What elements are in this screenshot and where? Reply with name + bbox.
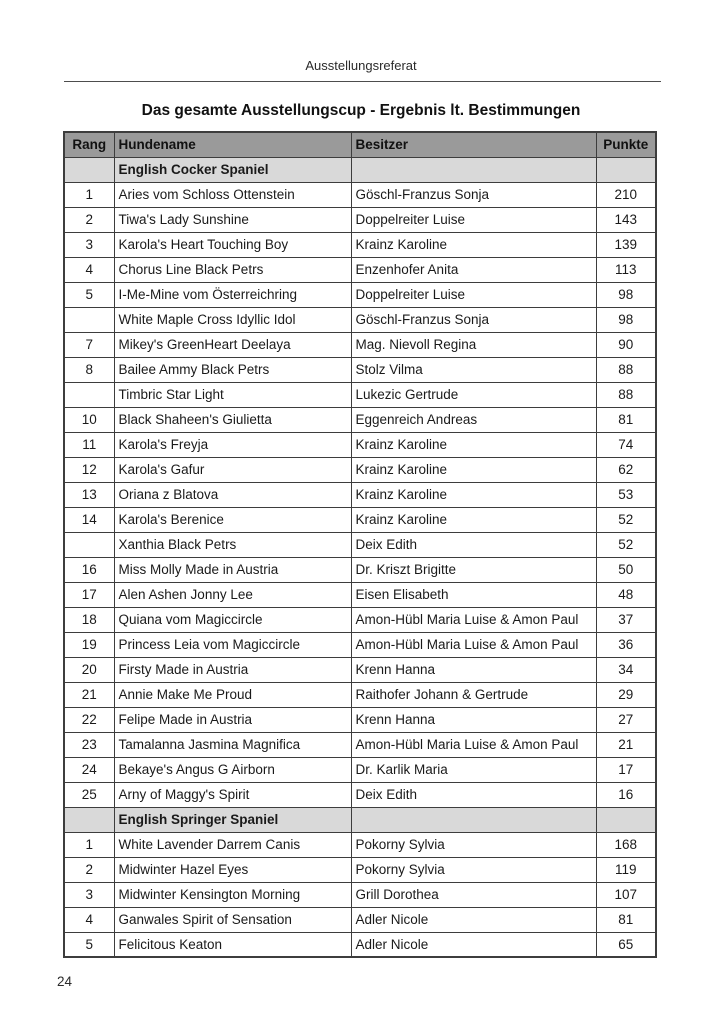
cell-hundename: Aries vom Schloss Ottenstein bbox=[114, 182, 351, 207]
table-row bbox=[64, 532, 656, 557]
cell-besitzer: Amon-Hübl Maria Luise & Amon Paul bbox=[351, 732, 596, 757]
cell-rang: 2 bbox=[64, 207, 114, 232]
cell-rang: 21 bbox=[64, 682, 114, 707]
cell-punkte: 88 bbox=[596, 382, 656, 407]
cell-rang: 25 bbox=[64, 782, 114, 807]
table-row bbox=[64, 757, 656, 782]
cell-besitzer: Eisen Elisabeth bbox=[351, 582, 596, 607]
column-header-hundename: Hundename bbox=[114, 132, 351, 157]
cell-hundename: Timbric Star Light bbox=[114, 382, 351, 407]
cell-punkte: 139 bbox=[596, 232, 656, 257]
cell-punkte: 210 bbox=[596, 182, 656, 207]
cell-rang: 16 bbox=[64, 557, 114, 582]
cell-hundename: Oriana z Blatova bbox=[114, 482, 351, 507]
table-row bbox=[64, 507, 656, 532]
cell-rang: 18 bbox=[64, 607, 114, 632]
cell-punkte: 81 bbox=[596, 407, 656, 432]
cell-besitzer: Adler Nicole bbox=[351, 932, 596, 957]
table-row bbox=[64, 482, 656, 507]
cell-punkte: 168 bbox=[596, 832, 656, 857]
header-divider-line bbox=[64, 81, 661, 82]
cell-hundename: Chorus Line Black Petrs bbox=[114, 257, 351, 282]
cell-hundename: Bekaye's Angus G Airborn bbox=[114, 757, 351, 782]
cell-hundename: Princess Leia vom Magiccircle bbox=[114, 632, 351, 657]
cell-hundename: Karola's Freyja bbox=[114, 432, 351, 457]
table-row bbox=[64, 307, 656, 332]
cell-besitzer: Eggenreich Andreas bbox=[351, 407, 596, 432]
cell-hundename: Midwinter Kensington Morning bbox=[114, 882, 351, 907]
section-rang-cell bbox=[64, 807, 114, 832]
cell-rang bbox=[64, 532, 114, 557]
table-body bbox=[64, 157, 656, 957]
cell-hundename: Felipe Made in Austria bbox=[114, 707, 351, 732]
section-punkte-cell bbox=[596, 157, 656, 182]
cell-hundename: White Maple Cross Idyllic Idol bbox=[114, 307, 351, 332]
cell-besitzer: Krainz Karoline bbox=[351, 507, 596, 532]
table-row bbox=[64, 932, 656, 957]
cell-rang: 1 bbox=[64, 832, 114, 857]
cell-punkte: 107 bbox=[596, 882, 656, 907]
cell-hundename: I-Me-Mine vom Österreichring bbox=[114, 282, 351, 307]
cell-hundename: Ganwales Spirit of Sensation bbox=[114, 907, 351, 932]
cell-punkte: 36 bbox=[596, 632, 656, 657]
cell-rang: 20 bbox=[64, 657, 114, 682]
section-header-row bbox=[64, 807, 656, 832]
cell-hundename: Xanthia Black Petrs bbox=[114, 532, 351, 557]
cell-punkte: 119 bbox=[596, 857, 656, 882]
table-row bbox=[64, 707, 656, 732]
table-row bbox=[64, 257, 656, 282]
cell-punkte: 17 bbox=[596, 757, 656, 782]
cell-besitzer: Krainz Karoline bbox=[351, 432, 596, 457]
table-row bbox=[64, 732, 656, 757]
cell-hundename: Midwinter Hazel Eyes bbox=[114, 857, 351, 882]
cell-rang bbox=[64, 307, 114, 332]
table-row bbox=[64, 832, 656, 857]
cell-rang: 19 bbox=[64, 632, 114, 657]
cell-besitzer: Krainz Karoline bbox=[351, 232, 596, 257]
cell-hundename: Black Shaheen's Giulietta bbox=[114, 407, 351, 432]
cell-hundename: Annie Make Me Proud bbox=[114, 682, 351, 707]
cell-rang: 14 bbox=[64, 507, 114, 532]
cell-besitzer: Adler Nicole bbox=[351, 907, 596, 932]
table-row bbox=[64, 357, 656, 382]
cell-rang: 10 bbox=[64, 407, 114, 432]
cell-rang: 3 bbox=[64, 232, 114, 257]
table-header bbox=[64, 132, 656, 157]
cell-rang: 4 bbox=[64, 907, 114, 932]
cell-besitzer: Dr. Karlik Maria bbox=[351, 757, 596, 782]
cell-rang: 3 bbox=[64, 882, 114, 907]
cell-punkte: 52 bbox=[596, 507, 656, 532]
section-header-row bbox=[64, 157, 656, 182]
cell-hundename: Bailee Ammy Black Petrs bbox=[114, 357, 351, 382]
cell-punkte: 143 bbox=[596, 207, 656, 232]
cell-besitzer: Raithofer Johann & Gertrude bbox=[351, 682, 596, 707]
section-besitzer-cell bbox=[351, 157, 596, 182]
cell-besitzer: Doppelreiter Luise bbox=[351, 207, 596, 232]
section-besitzer-cell bbox=[351, 807, 596, 832]
section-title: English Springer Spaniel bbox=[114, 807, 351, 832]
column-header-besitzer: Besitzer bbox=[351, 132, 596, 157]
table-row bbox=[64, 407, 656, 432]
cell-hundename: Alen Ashen Jonny Lee bbox=[114, 582, 351, 607]
cell-besitzer: Mag. Nievoll Regina bbox=[351, 332, 596, 357]
cell-besitzer: Krainz Karoline bbox=[351, 482, 596, 507]
table-row bbox=[64, 557, 656, 582]
cell-rang: 24 bbox=[64, 757, 114, 782]
cell-rang: 23 bbox=[64, 732, 114, 757]
table-row bbox=[64, 782, 656, 807]
section-punkte-cell bbox=[596, 807, 656, 832]
cell-rang: 7 bbox=[64, 332, 114, 357]
cell-besitzer: Deix Edith bbox=[351, 782, 596, 807]
cell-besitzer: Krenn Hanna bbox=[351, 657, 596, 682]
cell-rang bbox=[64, 382, 114, 407]
table-row bbox=[64, 332, 656, 357]
cell-punkte: 90 bbox=[596, 332, 656, 357]
table-row bbox=[64, 607, 656, 632]
cell-punkte: 53 bbox=[596, 482, 656, 507]
cell-besitzer: Krainz Karoline bbox=[351, 457, 596, 482]
cell-hundename: Tiwa's Lady Sunshine bbox=[114, 207, 351, 232]
table-header-row bbox=[64, 132, 656, 157]
cell-punkte: 50 bbox=[596, 557, 656, 582]
table-row bbox=[64, 907, 656, 932]
cell-hundename: Tamalanna Jasmina Magnifica bbox=[114, 732, 351, 757]
cell-hundename: Mikey's GreenHeart Deelaya bbox=[114, 332, 351, 357]
cell-punkte: 37 bbox=[596, 607, 656, 632]
results-table bbox=[63, 131, 657, 958]
cell-punkte: 21 bbox=[596, 732, 656, 757]
cell-rang: 4 bbox=[64, 257, 114, 282]
cell-besitzer: Lukezic Gertrude bbox=[351, 382, 596, 407]
column-header-rang: Rang bbox=[64, 132, 114, 157]
cell-hundename: Miss Molly Made in Austria bbox=[114, 557, 351, 582]
table-row bbox=[64, 882, 656, 907]
cell-hundename: Karola's Berenice bbox=[114, 507, 351, 532]
cell-besitzer: Amon-Hübl Maria Luise & Amon Paul bbox=[351, 632, 596, 657]
table-row bbox=[64, 432, 656, 457]
cell-hundename: Quiana vom Magiccircle bbox=[114, 607, 351, 632]
cell-hundename: Firsty Made in Austria bbox=[114, 657, 351, 682]
section-title: English Cocker Spaniel bbox=[114, 157, 351, 182]
cell-punkte: 48 bbox=[596, 582, 656, 607]
cell-punkte: 113 bbox=[596, 257, 656, 282]
section-rang-cell bbox=[64, 157, 114, 182]
cell-besitzer: Amon-Hübl Maria Luise & Amon Paul bbox=[351, 607, 596, 632]
running-header: Ausstellungsreferat bbox=[305, 58, 417, 73]
cell-rang: 13 bbox=[64, 482, 114, 507]
cell-punkte: 62 bbox=[596, 457, 656, 482]
cell-besitzer: Pokorny Sylvia bbox=[351, 857, 596, 882]
cell-punkte: 52 bbox=[596, 532, 656, 557]
cell-hundename: White Lavender Darrem Canis bbox=[114, 832, 351, 857]
table-row bbox=[64, 182, 656, 207]
cell-punkte: 27 bbox=[596, 707, 656, 732]
cell-besitzer: Pokorny Sylvia bbox=[351, 832, 596, 857]
cell-hundename: Arny of Maggy's Spirit bbox=[114, 782, 351, 807]
cell-besitzer: Enzenhofer Anita bbox=[351, 257, 596, 282]
table-row bbox=[64, 632, 656, 657]
cell-punkte: 74 bbox=[596, 432, 656, 457]
cell-punkte: 81 bbox=[596, 907, 656, 932]
cell-rang: 1 bbox=[64, 182, 114, 207]
cell-hundename: Karola's Gafur bbox=[114, 457, 351, 482]
page-number: 24 bbox=[57, 974, 73, 989]
cell-hundename: Felicitous Keaton bbox=[114, 932, 351, 957]
cell-besitzer: Krenn Hanna bbox=[351, 707, 596, 732]
cell-rang: 17 bbox=[64, 582, 114, 607]
cell-rang: 12 bbox=[64, 457, 114, 482]
cell-besitzer: Doppelreiter Luise bbox=[351, 282, 596, 307]
cell-hundename: Karola's Heart Touching Boy bbox=[114, 232, 351, 257]
cell-besitzer: Göschl-Franzus Sonja bbox=[351, 307, 596, 332]
cell-rang: 5 bbox=[64, 282, 114, 307]
table-row bbox=[64, 207, 656, 232]
table-row bbox=[64, 282, 656, 307]
table-row bbox=[64, 682, 656, 707]
cell-punkte: 34 bbox=[596, 657, 656, 682]
table-row bbox=[64, 582, 656, 607]
cell-rang: 5 bbox=[64, 932, 114, 957]
cell-besitzer: Grill Dorothea bbox=[351, 882, 596, 907]
column-header-punkte: Punkte bbox=[596, 132, 656, 157]
table-row bbox=[64, 382, 656, 407]
cell-besitzer: Deix Edith bbox=[351, 532, 596, 557]
cell-rang: 11 bbox=[64, 432, 114, 457]
cell-punkte: 88 bbox=[596, 357, 656, 382]
cell-rang: 8 bbox=[64, 357, 114, 382]
cell-punkte: 98 bbox=[596, 282, 656, 307]
table-row bbox=[64, 457, 656, 482]
cell-punkte: 65 bbox=[596, 932, 656, 957]
cell-punkte: 29 bbox=[596, 682, 656, 707]
cell-rang: 2 bbox=[64, 857, 114, 882]
cell-besitzer: Dr. Kriszt Brigitte bbox=[351, 557, 596, 582]
table-row bbox=[64, 657, 656, 682]
cell-punkte: 16 bbox=[596, 782, 656, 807]
cell-besitzer: Göschl-Franzus Sonja bbox=[351, 182, 596, 207]
cell-besitzer: Stolz Vilma bbox=[351, 357, 596, 382]
page-title: Das gesamte Ausstellungscup - Ergebnis lt. Bestimmungen bbox=[141, 102, 581, 119]
table-row bbox=[64, 232, 656, 257]
cell-rang: 22 bbox=[64, 707, 114, 732]
cell-punkte: 98 bbox=[596, 307, 656, 332]
table-row bbox=[64, 857, 656, 882]
